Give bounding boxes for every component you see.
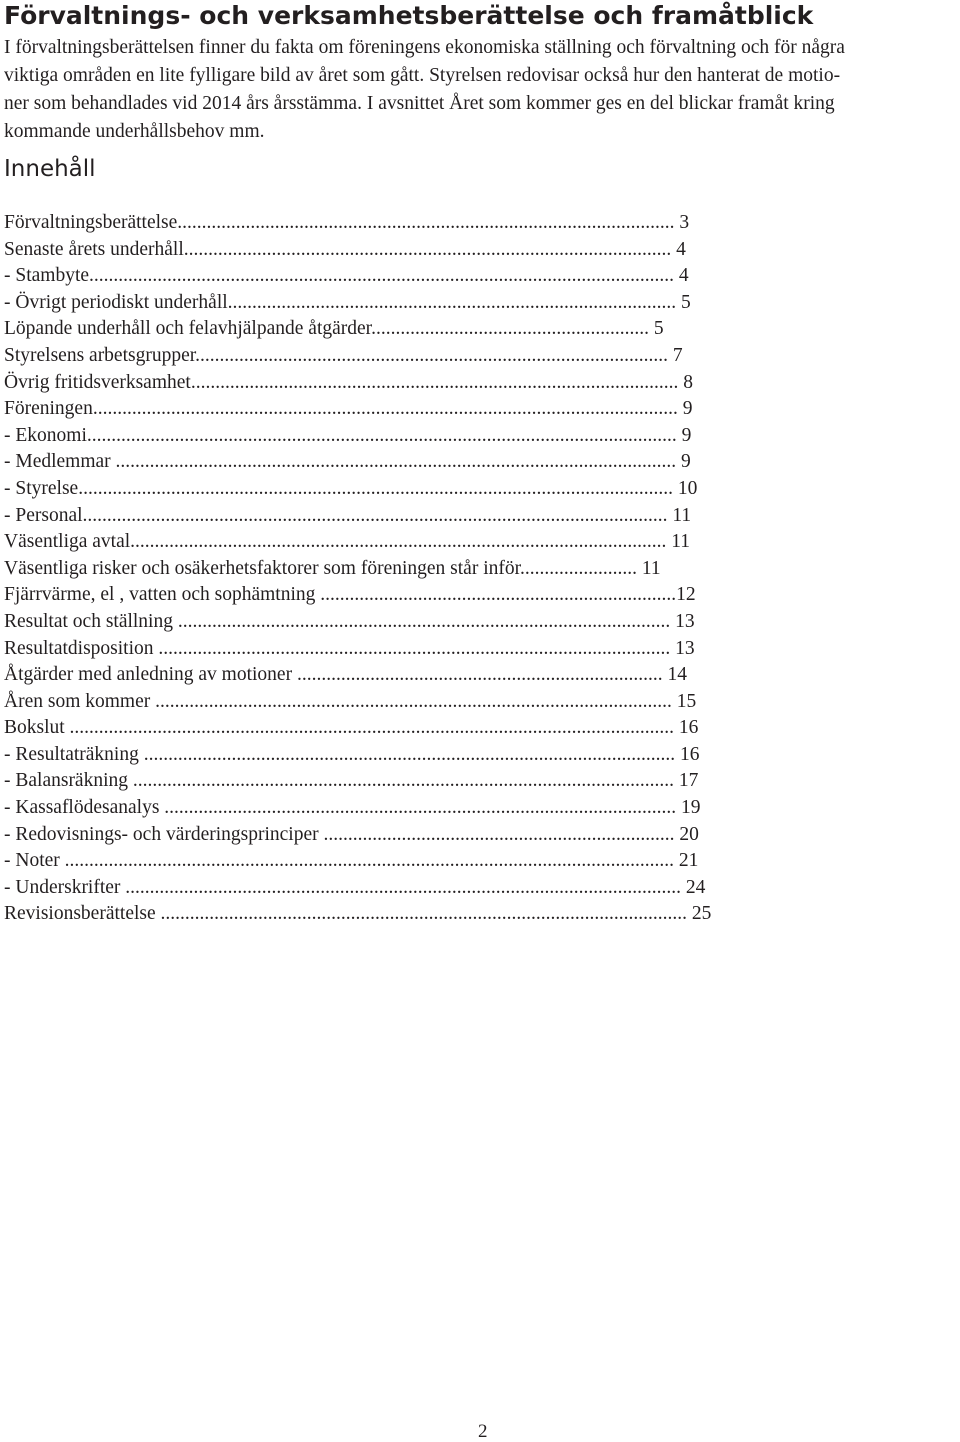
intro-line: I förvaltningsberättelsen finner du fakta om föreningens ekonomiska ställning och förvaltning och för några xyxy=(4,37,845,58)
toc-row-ekonomi xyxy=(4,423,904,450)
toc-entry-noter[interactable]: - Noter ............................................................................................................................. 21 xyxy=(4,850,699,872)
toc-row-balansrakning xyxy=(4,768,904,795)
toc-entry-medlemmar[interactable]: - Medlemmar ................................................................................................................... 9 xyxy=(4,451,691,473)
toc-row-stambyte xyxy=(4,263,904,290)
toc-row-senaste-arets-underhall xyxy=(4,237,904,264)
toc-row-ovrigt-periodiskt-underhall xyxy=(4,290,904,317)
toc-row-bokslut xyxy=(4,715,904,742)
toc-row-vasentliga-avtal xyxy=(4,529,904,556)
toc-entry-redovisningsprinciper[interactable]: - Redovisnings- och värderingsprinciper ........................................................................ 20 xyxy=(4,823,699,845)
toc-entry-balansrakning[interactable]: - Balansräkning ............................................................................................................... 17 xyxy=(4,770,699,792)
toc-entry-styrelsens-arbetsgrupper[interactable]: Styrelsens arbetsgrupper................................................................................................. 7 xyxy=(4,344,683,366)
toc-entry-vasentliga-risker[interactable]: Väsentliga risker och osäkerhetsfaktorer som föreningen står inför........................ 11 xyxy=(4,557,661,579)
toc-entry-stambyte[interactable]: - Stambyte........................................................................................................................ 4 xyxy=(4,265,689,287)
toc-entry-personal[interactable]: - Personal........................................................................................................................ 11 xyxy=(4,504,692,526)
toc-entry-kassaflodesanalys[interactable]: - Kassaflödesanalys ......................................................................................................... 19 xyxy=(4,797,701,819)
toc-row-foreningen xyxy=(4,396,904,423)
toc-entry-revisionsberattelse[interactable]: Revisionsberättelse ............................................................................................................ 25 xyxy=(4,903,712,925)
toc-entry-aren-som-kommer[interactable]: Åren som kommer .......................................................................................................... 15 xyxy=(4,690,697,712)
toc-entry-resultat-och-stallning[interactable]: Resultat och ställning ..................................................................................................... 13 xyxy=(4,610,695,632)
toc-row-styrelsens-arbetsgrupper xyxy=(4,343,904,370)
toc-row-redovisningsprinciper xyxy=(4,822,904,849)
page-number: 2 xyxy=(478,1421,488,1442)
toc-entry-lopande-underhall[interactable]: Löpande underhåll och felavhjälpande åtgärder......................................................... 5 xyxy=(4,318,664,340)
toc-row-resultatdisposition xyxy=(4,636,904,663)
toc-entry-ekonomi[interactable]: - Ekonomi......................................................................................................................... 9 xyxy=(4,424,692,446)
toc-entry-atgarder-motioner[interactable]: Åtgärder med anledning av motioner ........................................................................... 14 xyxy=(4,664,687,686)
toc-entry-foreningen[interactable]: Föreningen........................................................................................................................ 9 xyxy=(4,398,693,420)
toc-entry-resultatdisposition[interactable]: Resultatdisposition ......................................................................................................... 13 xyxy=(4,637,695,659)
toc-entry-fjarrvarme[interactable]: Fjärrvärme, el , vatten och sophämtning .........................................................................12 xyxy=(4,584,696,606)
toc-entry-ovrig-fritidsverksamhet[interactable]: Övrig fritidsverksamhet.................................................................................................... 8 xyxy=(4,371,693,393)
toc-row-underskrifter xyxy=(4,875,904,902)
toc-row-atgarder-motioner xyxy=(4,662,904,689)
toc-row-revisionsberattelse xyxy=(4,901,904,928)
toc-entry-forvaltningsberattelse[interactable]: Förvaltningsberättelse...................................................................................................... 3 xyxy=(4,212,690,233)
toc-entry-vasentliga-avtal[interactable]: Väsentliga avtal.............................................................................................................. 11 xyxy=(4,531,691,553)
toc-entry-underskrifter[interactable]: - Underskrifter .................................................................................................................. 24 xyxy=(4,876,706,898)
toc-row-fjarrvarme xyxy=(4,582,904,609)
intro-line: kommande underhållsbehov mm. xyxy=(4,121,265,142)
toc-row-medlemmar xyxy=(4,449,904,476)
toc-entry-bokslut[interactable]: Bokslut ............................................................................................................................ 16 xyxy=(4,717,699,739)
toc-title: Innehåll xyxy=(4,156,96,182)
toc-row-styrelse xyxy=(4,476,904,503)
intro-paragraph xyxy=(4,34,956,146)
toc-row-vasentliga-risker xyxy=(4,556,904,583)
toc-row-noter xyxy=(4,848,904,875)
toc-row-resultat-och-stallning xyxy=(4,609,904,636)
intro-line: ner som behandlades vid 2014 års årsstämma. I avsnittet Året som kommer ges en del blickar framåt kring xyxy=(4,93,835,114)
toc-row-resultatrakning xyxy=(4,742,904,769)
table-of-contents xyxy=(4,210,904,928)
toc-row-ovrig-fritidsverksamhet xyxy=(4,370,904,397)
toc-row-personal xyxy=(4,503,904,530)
toc-row-lopande-underhall xyxy=(4,316,904,343)
toc-row-kassafladesanalys xyxy=(4,795,904,822)
toc-row-aren-som-kommer xyxy=(4,689,904,716)
toc-entry-ovrigt-periodiskt-underhall[interactable]: - Övrigt periodiskt underhåll............................................................................................ 5 xyxy=(4,291,691,313)
toc-entry-senaste-arets-underhall[interactable]: Senaste årets underhåll.................................................................................................... 4 xyxy=(4,238,686,260)
page-heading: Förvaltnings- och verksamhetsberättelse och framåtblick xyxy=(4,1,814,30)
toc-entry-resultatrakning[interactable]: - Resultaträkning ............................................................................................................. 16 xyxy=(4,743,700,765)
toc-entry-styrelse[interactable]: - Styrelse.......................................................................................................................... 10 xyxy=(4,477,698,499)
toc-row-forvaltningsberattelse xyxy=(4,210,904,237)
intro-line: viktiga områden en lite fylligare bild av året som gått. Styrelsen redovisar också hur den hanterat de motio- xyxy=(4,65,841,86)
